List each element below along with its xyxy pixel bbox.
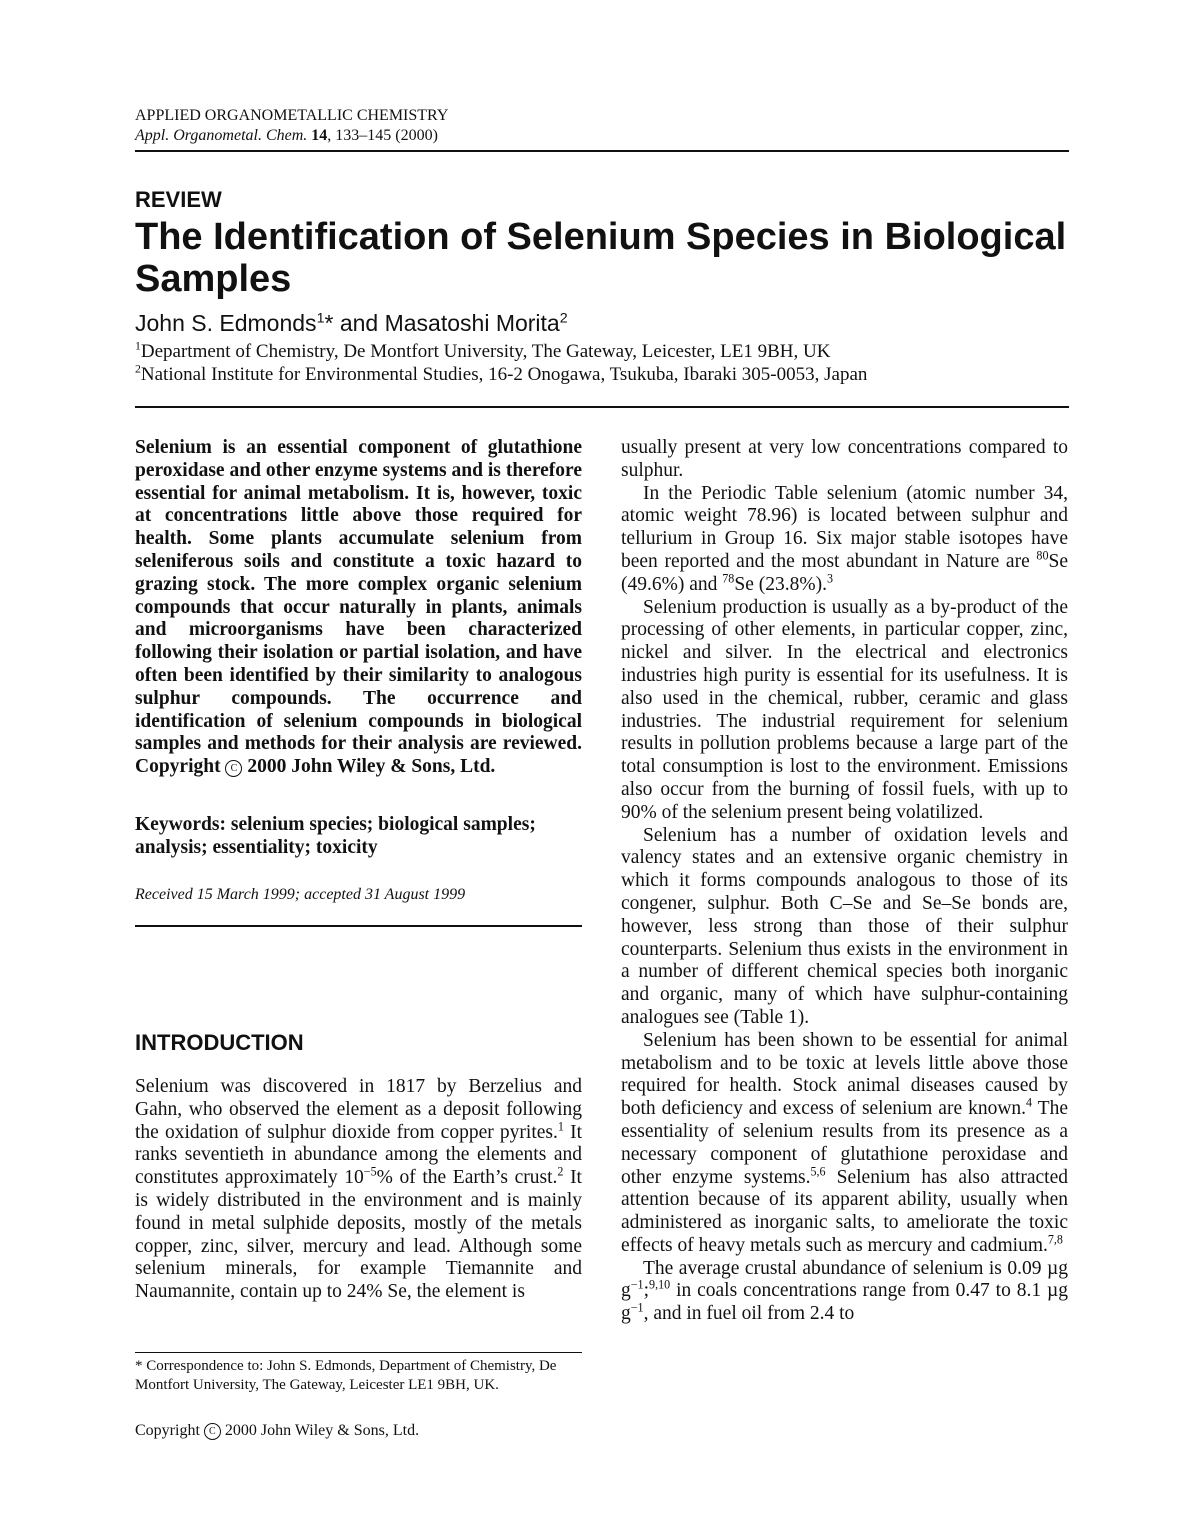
footer-copyright-symbol: C [204, 1423, 221, 1440]
abstract-copyright-holder: 2000 John Wiley & Sons, Ltd. [247, 756, 496, 778]
p1-text-c: Se (23.8%). [734, 573, 827, 595]
affiliations [135, 340, 867, 386]
paragraph-continued: usually present at very low concentrations compared to sulphur. [621, 437, 1068, 481]
author-line [135, 310, 568, 337]
paragraph-essentiality [621, 1030, 1068, 1258]
author-2: Masatoshi Morita [384, 310, 560, 336]
intro-text-a: Selenium was discovered in 1817 by Berzelius and Gahn, who observed the element as a deposit following the oxidation of sulphur dioxide from copper pyrites. [135, 1076, 582, 1143]
intro-text-c: % of the Earth’s crust. [376, 1167, 558, 1189]
journal-citation [135, 126, 448, 146]
affiliation-2-mark: 2 [135, 362, 141, 376]
exponent-2: −1 [630, 1300, 644, 1315]
intro-text-b: It ranks seventieth in abundance among the elements and constitutes approximately 10 [135, 1121, 582, 1189]
footnote-rule [135, 1352, 582, 1353]
abstract-copyright [135, 756, 495, 777]
journal-abbrev: Appl. Organometal. Chem. [135, 127, 308, 144]
p4-text-c: Selenium has also attracted attention because of its apparent ability, usually when administered as inorganic salts, to ameliorate the toxic effects of heavy metals such as mercury and cadmium. [621, 1166, 1068, 1256]
p5-text-c: in coals concentrations range from 0.47 to 8.1 µg g [621, 1280, 1068, 1325]
p4-text-a: Selenium has been shown to be essential for animal metabolism and to be toxic at levels little above those required for health. Stock animal diseases caused by both deficiency and excess of selenium are known. [621, 1029, 1068, 1120]
affiliation-2 [135, 363, 867, 386]
running-header [135, 106, 448, 146]
affiliation-2-text: National Institute for Environmental Studies, 16-2 Onogawa, Tsukuba, Ibaraki 305-0053, Japan [140, 364, 868, 385]
journal-volume: 14 [311, 127, 328, 144]
keywords: Keywords: selenium species; biological samples; analysis; essentiality; toxicity [135, 814, 536, 858]
received-dates: Received 15 March 1999; accepted 31 August 1999 [135, 886, 466, 903]
article-type: REVIEW [135, 187, 222, 212]
affiliation-1-mark: 1 [135, 339, 141, 353]
header-rule [135, 150, 1069, 152]
paragraph-periodic-table [621, 483, 1068, 597]
title-rule [135, 406, 1069, 408]
author-join: and [333, 310, 385, 336]
p1-text-b: Se (49.6%) and [621, 550, 1068, 595]
correspondence-footnote: * Correspondence to: John S. Edmonds, Department of Chemistry, De Montfort University, The Gateway, Leicester LE1 9BH, UK. [135, 1358, 557, 1393]
ref-2: 2 [557, 1164, 564, 1179]
author-2-mark: 2 [559, 310, 568, 327]
article-title: The Identification of Selenium Species in Biological Samples [135, 216, 1067, 300]
ref-4: 4 [1026, 1095, 1033, 1110]
exponent: −5 [363, 1164, 377, 1179]
footer-copyright-label: Copyright [135, 1422, 200, 1439]
ref-7-8: 7,8 [1047, 1232, 1063, 1247]
p5-text-b: ; [643, 1280, 650, 1302]
introduction-paragraph [135, 1076, 582, 1304]
isotope-80: 80 [1036, 548, 1049, 563]
p4-text-b: The essentiality of selenium results from its presence as a necessary component of glutathione peroxidase and other enzyme systems. [621, 1098, 1068, 1188]
p5-text-a: The average crustal abundance of selenium is 0.09 µg g [621, 1257, 1068, 1302]
right-column [621, 437, 1068, 1326]
paragraph-production: Selenium production is usually as a by-product of the processing of other elements, in particular copper, zinc, nickel and silver. In the electrical and electronics industries high purity is essential for its usefulness. It is also used in the chemical, rubber, ceramic and glass industries. The industrial requirement for selenium results in pollution problems because a large part of the total consumption is lost to the environment. Emissions also occur from the burning of fossil fuels, with up to 90% of the selenium present being volatilized. [621, 596, 1068, 823]
abstract-rule [135, 925, 582, 927]
abstract-text: Selenium is an essential component of glutathione peroxidase and other enzyme systems and is therefore essential for animal metabolism. It is, however, toxic at concentrations little above those required for health. Some plants accumulate selenium from seleniferous soils and constitute a toxic hazard to grazing stock. The more complex organic selenium compounds that occur naturally in plants, animals and microorganisms have been characterized following their isolation or partial isolation, and have often been identified by their similarity to analogous sulphur compounds. The occurrence and identification of selenium compounds in biological samples and methods for their analysis are reviewed. [135, 437, 582, 755]
paragraph-abundance [621, 1258, 1068, 1326]
ref-5-6: 5,6 [810, 1164, 826, 1178]
p5-text-d: , and in fuel oil from 2.4 to [643, 1303, 855, 1325]
copyright-symbol: C [225, 760, 242, 777]
abstract [135, 437, 582, 779]
isotope-78: 78 [722, 571, 735, 586]
author-1-mark: 1 [316, 310, 325, 327]
affiliation-1 [135, 340, 867, 363]
abstract-copyright-label: Copyright [135, 756, 221, 778]
p1-text-a: In the Periodic Table selenium (atomic number 34, atomic weight 78.96) is located between sulphur and tellurium in Group 16. Six major stable isotopes have been reported and the most abundant in Nature are [621, 482, 1068, 572]
ref-9-10: 9,10 [649, 1277, 671, 1292]
page-footer-copyright [135, 1422, 419, 1440]
footer-copyright-holder: 2000 John Wiley & Sons, Ltd. [224, 1422, 420, 1439]
ref-3: 3 [826, 571, 833, 586]
journal-name: APPLIED ORGANOMETALLIC CHEMISTRY [135, 107, 449, 124]
section-heading-introduction: INTRODUCTION [135, 1030, 304, 1055]
author-1: John S. Edmonds [135, 310, 317, 336]
journal-pages-year: , 133–145 (2000) [327, 127, 438, 144]
exponent-1: −1 [630, 1277, 644, 1292]
intro-text-d: It is widely distributed in the environment and is mainly found in metal sulphide deposits, mostly of the metals copper, zinc, silver, mercury and lead. Although some selenium minerals, for example Tiemannite and Naumannite, contain up to 24% Se, the element is [135, 1167, 582, 1303]
author-1-star: * [324, 310, 334, 336]
paragraph-oxidation: Selenium has a number of oxidation levels and valency states and an extensive organic chemistry in which it forms compounds analogous to those of its congener, sulphur. Both C–Se and Se–Se bonds are, however, less strong than those of their sulphur counterparts. Selenium thus exists in the environment in a number of different chemical species both inorganic and organic, many of which have sulphur-containing analogues see (Table 1). [621, 824, 1068, 1028]
ref-1: 1 [557, 1119, 564, 1134]
affiliation-1-text: Department of Chemistry, De Montfort University, The Gateway, Leicester, LE1 9BH, UK [140, 341, 831, 362]
